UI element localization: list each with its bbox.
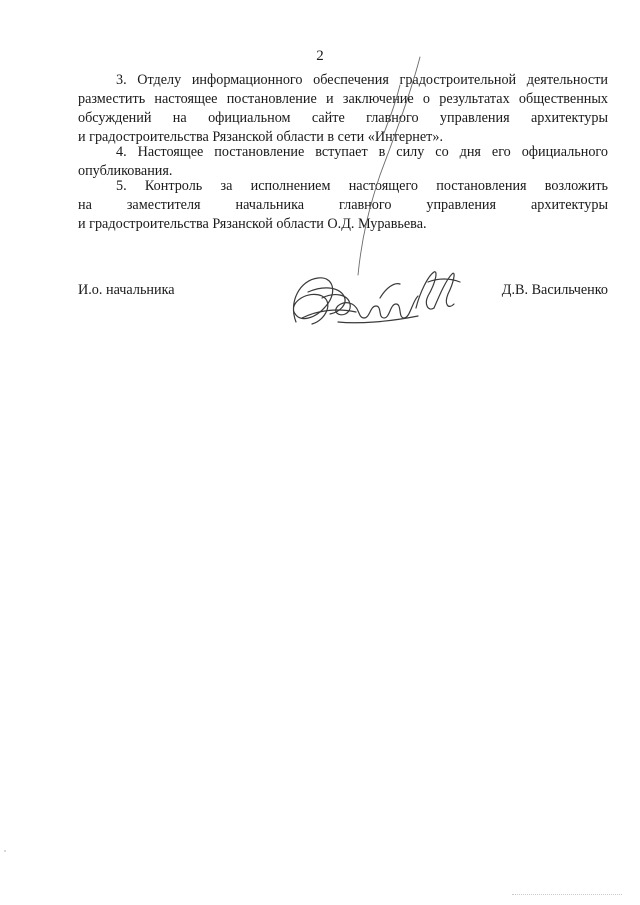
paragraph-line: обсуждений на официальном сайте главного управления архитектуры [78, 110, 608, 126]
signatory-title: И.о. начальника [78, 282, 175, 298]
paragraph-line: 4. Настоящее постановление вступает в силу со дня его официального [116, 144, 608, 160]
paragraph-line: и градостроительства Рязанской области в сети «Интернет». [78, 129, 444, 145]
page-number: 2 [316, 48, 324, 64]
signature-flourish [300, 55, 450, 285]
scan-artifact [4, 850, 6, 852]
paragraph-line: на заместителя начальника главного управления архитектуры [78, 197, 608, 213]
paragraph-line: и градостроительства Рязанской области О.Д. Муравьева. [78, 216, 427, 232]
signature-block [78, 282, 608, 342]
paragraph-line: 3. Отделу информационного обеспечения градостроительной деятельности [116, 72, 608, 88]
paragraph-line: опубликования. [78, 163, 173, 179]
paragraph-line: разместить настоящее постановление и заключение о результатах общественных [78, 91, 608, 107]
scan-artifact [512, 892, 622, 895]
paragraph-line: 5. Контроль за исполнением настоящего постановления возложить [116, 178, 608, 194]
signatory-name: Д.В. Васильченко [501, 282, 608, 298]
